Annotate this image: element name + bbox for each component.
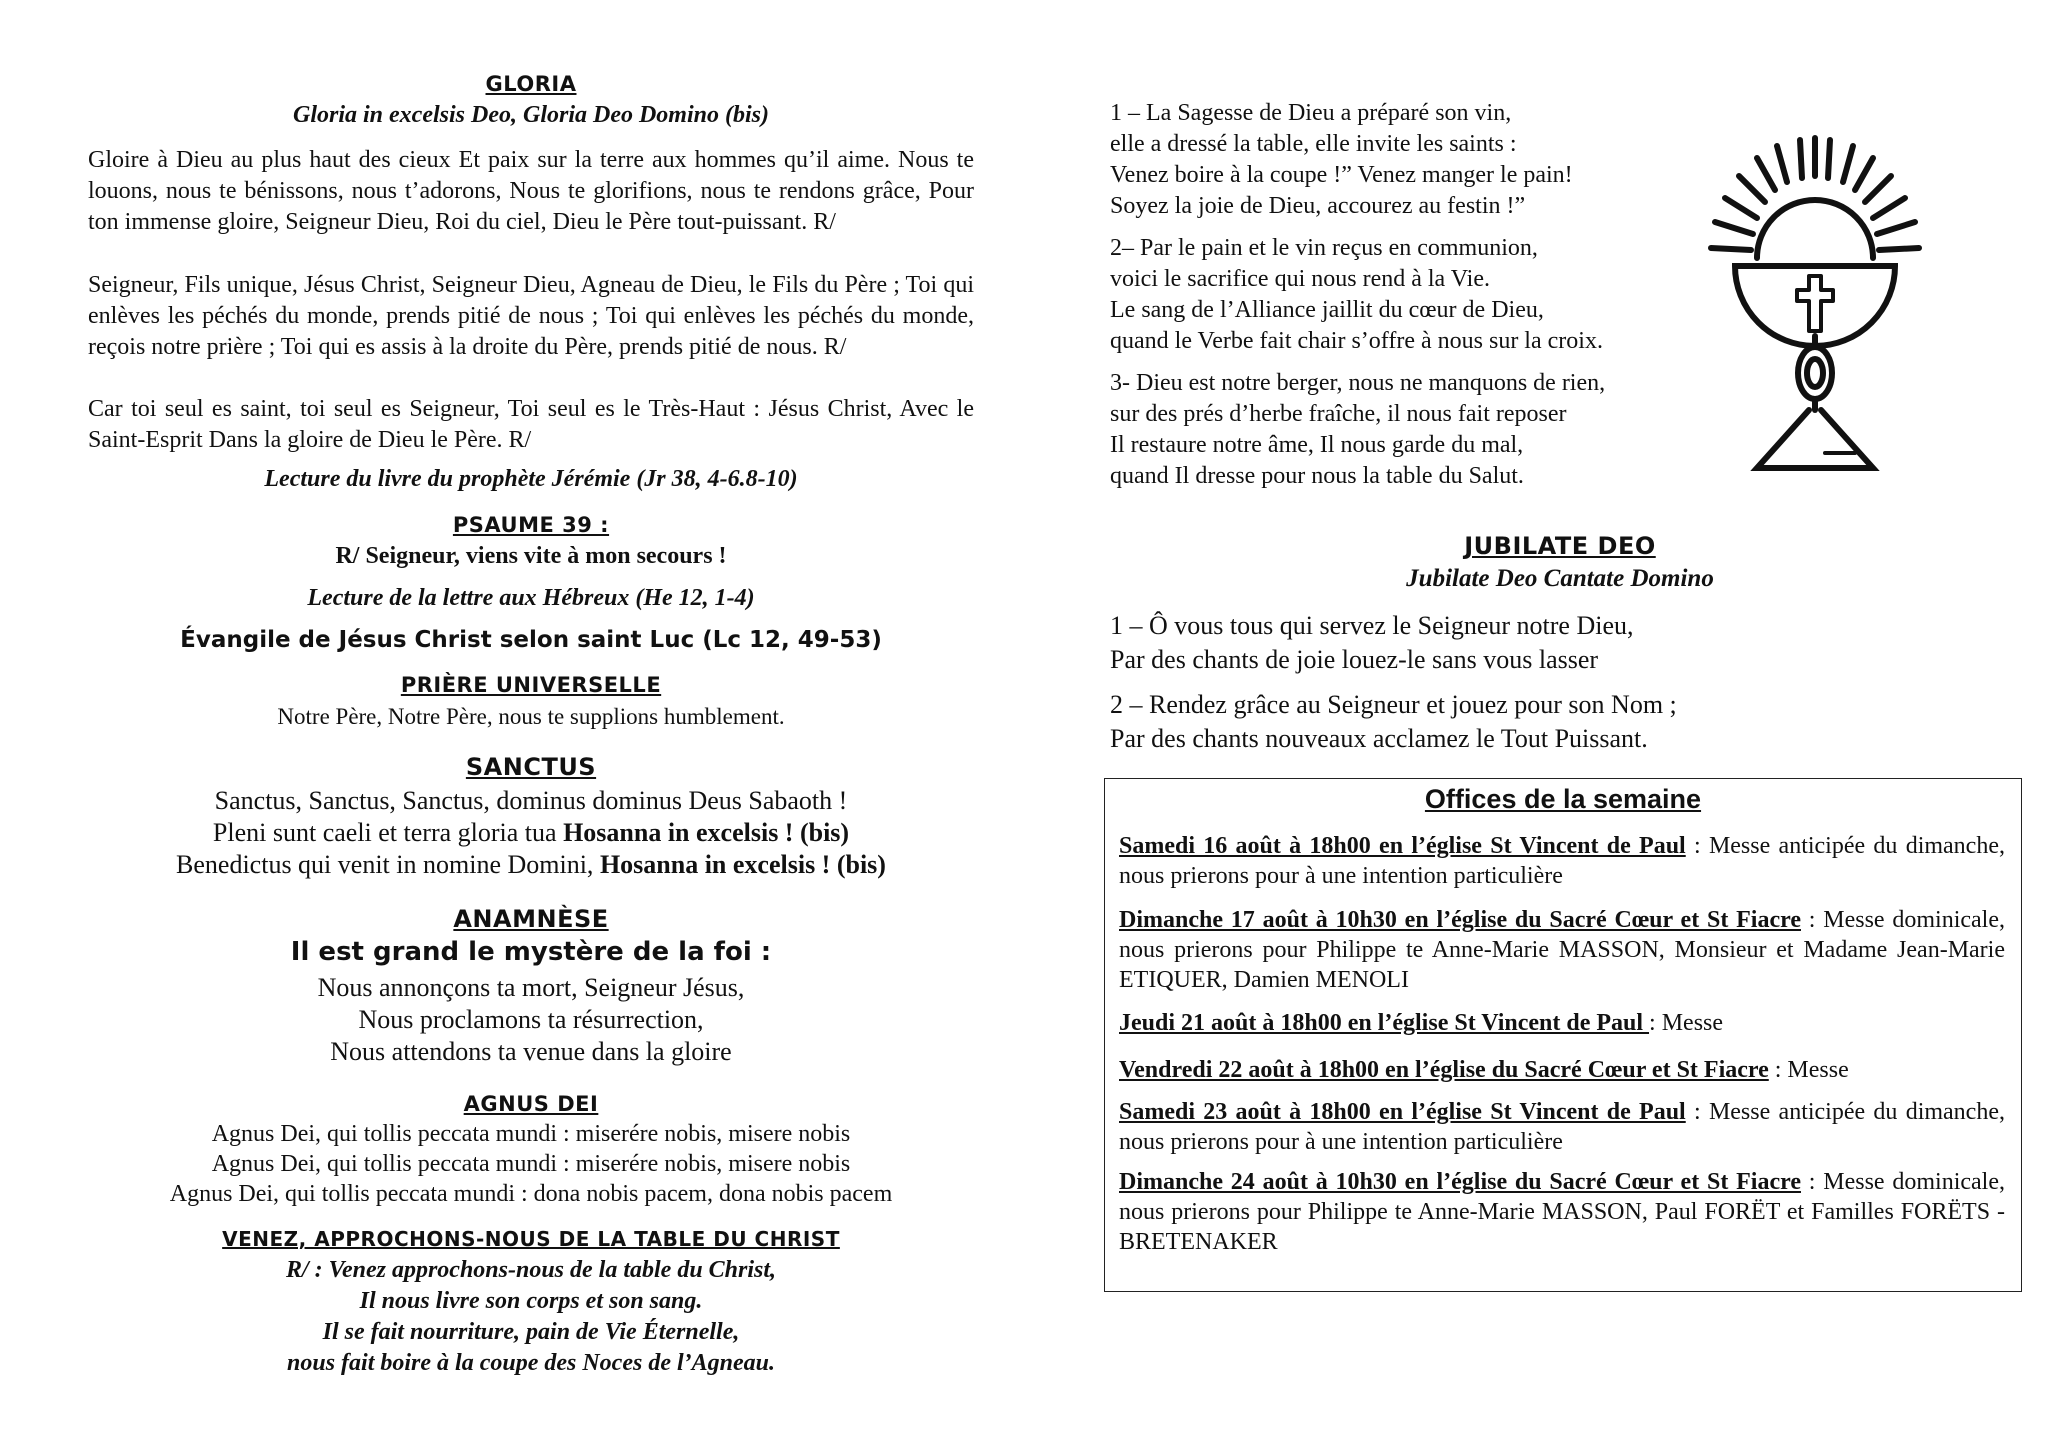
psaume-title: PSAUME 39 : [452,513,610,537]
gloria-paragraph-1: Gloire à Dieu au plus haut des cieux Et paix sur la terre aux hommes qu’il aime. Nous te louons, nous te bénissons, nous t’adorons, Nous te glorifions, nous te rendons grâce, Pour ton immense gloire, Seigneur Dieu, Roi du ciel, Dieu le Père tout-puissant. R/ [88,147,974,235]
verse-3-line-4: quand Il dresse pour nous la table du Salut. [1110,463,1524,489]
venez-line-3: Il se fait nourriture, pain de Vie Éternelle, [322,1319,740,1345]
lecture-hebreux: Lecture de la lettre aux Hébreux (He 12, 1-4) [307,585,755,611]
office-6-when: Dimanche 24 août à 10h30 en l’église du Sacré Cœur et St Fiacre [1119,1169,1801,1195]
jubilate-verse-2-line-1: 2 – Rendez grâce au Seigneur et jouez pour son Nom ; [1110,690,1677,719]
office-item-1 [1119,831,2005,891]
verse-1-line-2: elle a dressé la table, elle invite les saints : [1110,131,1517,157]
venez-refrain [88,1255,974,1379]
gloria-paragraph-3: Car toi seul es saint, toi seul es Seigneur, Toi seul es le Très-Haut : Jésus Christ, Avec le Saint-Esprit Dans la gloire de Dieu le Père. R/ [88,396,974,453]
office-2-when: Dimanche 17 août à 10h30 en l’église du Sacré Cœur et St Fiacre [1119,907,1801,933]
agnus-line-2: Agnus Dei, qui tollis peccata mundi : miserére nobis, misere nobis [211,1151,851,1177]
sanctus-line-2 [88,817,974,849]
office-1-when: Samedi 16 août à 18h00 en l’église St Vincent de Paul [1119,833,1686,859]
verse-2-line-4: quand le Verbe fait chair s’offre à nous sur la croix. [1110,328,1603,354]
office-4-what: : Messe [1768,1057,1849,1083]
verse-3-line-3: Il restaure notre âme, Il nous garde du mal, [1110,432,1524,458]
sanctus-hosanna-2: Hosanna in excelsis ! (bis) [599,850,886,879]
office-item-2 [1119,905,2005,995]
jubilate-verse-1-line-2: Par des chants de joie louez-le sans vous lasser [1110,645,1599,674]
anamnese-line-2: Nous proclamons ta résurrection, [358,1005,704,1034]
offices-box [1104,778,2022,1292]
office-6-what: : Messe dominicale, nous prierons pour Philippe te Anne-Marie MASSON, Paul FORËT et Familles FORËTS - BRETENAKER [1119,1169,2006,1255]
venez-title: VENEZ, APPROCHONS-NOUS DE LA TABLE DU CHRIST [222,1227,840,1251]
office-item-5 [1119,1097,2005,1157]
verse-3-line-1: 3- Dieu est notre berger, nous ne manquons de rien, [1110,370,1606,396]
verse-3-line-2: sur des prés d’herbe fraîche, il nous fait reposer [1110,401,1567,427]
anamnese-line-3: Nous attendons ta venue dans la gloire [330,1037,732,1066]
verse-2-line-1: 2– Par le pain et le vin reçus en communion, [1110,235,1538,261]
agnus-title: AGNUS DEI [463,1092,599,1116]
venez-line-2: Il nous livre son corps et son sang. [359,1288,703,1314]
office-5-when: Samedi 23 août à 18h00 en l’église St Vincent de Paul [1119,1099,1686,1125]
priere-title: PRIÈRE UNIVERSELLE [400,673,662,697]
gloria-refrain: Gloria in excelsis Deo, Gloria Deo Domino (bis) [293,102,769,128]
office-item-4 [1119,1055,2005,1085]
venez-line-1: R/ : Venez approchons-nous de la table du Christ, [285,1257,777,1283]
agnus-line-1: Agnus Dei, qui tollis peccata mundi : miserére nobis, misere nobis [211,1121,851,1147]
office-2-what: : Messe dominicale, nous prierons pour Philippe te Anne-Marie MASSON, Monsieur et Madame Jean-Marie ETIQUER, Damien MENOLI [1119,907,2006,993]
anamnese-title: ANAMNÈSE [453,905,609,933]
agnus-line-3: Agnus Dei, qui tollis peccata mundi : dona nobis pacem, dona nobis pacem [169,1181,893,1207]
verse-1-line-3: Venez boire à la coupe !” Venez manger le pain! [1110,162,1573,188]
jubilate-verse-1-line-1: 1 – Ô vous tous qui servez le Seigneur notre Dieu, [1110,611,1634,640]
sanctus-line-1: Sanctus, Sanctus, Sanctus, dominus dominus Deus Sabaoth ! [214,786,848,815]
sanctus-line-3 [88,849,974,881]
verse-2-line-2: voici le sacrifice qui nous rend à la Vie. [1110,266,1490,292]
jubilate-title: JUBILATE DEO [1464,532,1656,560]
verse-2-line-3: Le sang de l’Alliance jaillit du cœur de Dieu, [1110,297,1544,323]
evangile-title: Évangile de Jésus Christ selon saint Luc (Lc 12, 49-53) [180,627,882,653]
jubilate-verse-2 [1110,688,2010,756]
sanctus-line-2-text: Pleni sunt caeli et terra gloria tua [212,818,564,847]
offices-title: Offices de la semaine [1424,784,1702,814]
verse-2 [1110,233,1730,357]
sanctus-hosanna-1: Hosanna in excelsis ! (bis) [563,818,850,847]
office-4-when: Vendredi 22 août à 18h00 en l’église du Sacré Cœur et St Fiacre [1119,1057,1769,1083]
psaume-refrain: R/ Seigneur, viens vite à mon secours ! [335,543,727,569]
jubilate-verse-2-line-2: Par des chants nouveaux acclamez le Tout Puissant. [1110,724,1648,753]
venez-line-4: nous fait boire à la coupe des Noces de l’Agneau. [287,1350,775,1376]
verse-1 [1110,98,1730,222]
sanctus-title: SANCTUS [465,753,597,781]
sanctus-line-3-text: Benedictus qui venit in nomine Domini, [176,850,600,879]
office-5-what: : Messe anticipée du dimanche, nous prierons pour à une intention particulière [1119,1099,2005,1155]
sanctus-text [88,785,974,881]
chalice-host-icon [1705,118,1925,480]
gloria-paragraph-2: Seigneur, Fils unique, Jésus Christ, Seigneur Dieu, Agneau de Dieu, le Fils du Père ; Toi qui enlèves les péchés du monde, prends pitié de nous ; Toi qui enlèves les péchés du monde, reçois notre prière ; Toi qui es assis à la droite du Père, prends pitié de nous. R/ [88,272,974,360]
verse-3 [1110,368,1730,492]
verse-1-line-4: Soyez la joie de Dieu, accourez au festin !” [1110,193,1526,219]
office-item-6 [1119,1167,2005,1257]
jubilate-refrain: Jubilate Deo Cantate Domino [1406,565,1714,592]
agnus-text [88,1119,974,1209]
jubilate-verse-1 [1110,609,2010,677]
gloria-title: GLORIA [485,72,577,96]
priere-text: Notre Père, Notre Père, nous te supplions humblement. [277,704,785,729]
verse-1-line-1: 1 – La Sagesse de Dieu a préparé son vin, [1110,100,1512,126]
office-3-when: Jeudi 21 août à 18h00 en l’église St Vincent de Paul [1119,1010,1650,1036]
lecture-jeremie: Lecture du livre du prophète Jérémie (Jr 38, 4-6.8-10) [264,466,798,492]
anamnese-text [88,972,974,1068]
office-item-3 [1119,1008,2005,1038]
office-3-what: : Messe [1649,1010,1724,1036]
anamnese-line-1: Nous annonçons ta mort, Seigneur Jésus, [317,973,745,1002]
office-1-what: : Messe anticipée du dimanche, nous prierons pour à une intention particulière [1119,833,2005,889]
anamnese-subtitle: Il est grand le mystère de la foi : [290,937,772,967]
